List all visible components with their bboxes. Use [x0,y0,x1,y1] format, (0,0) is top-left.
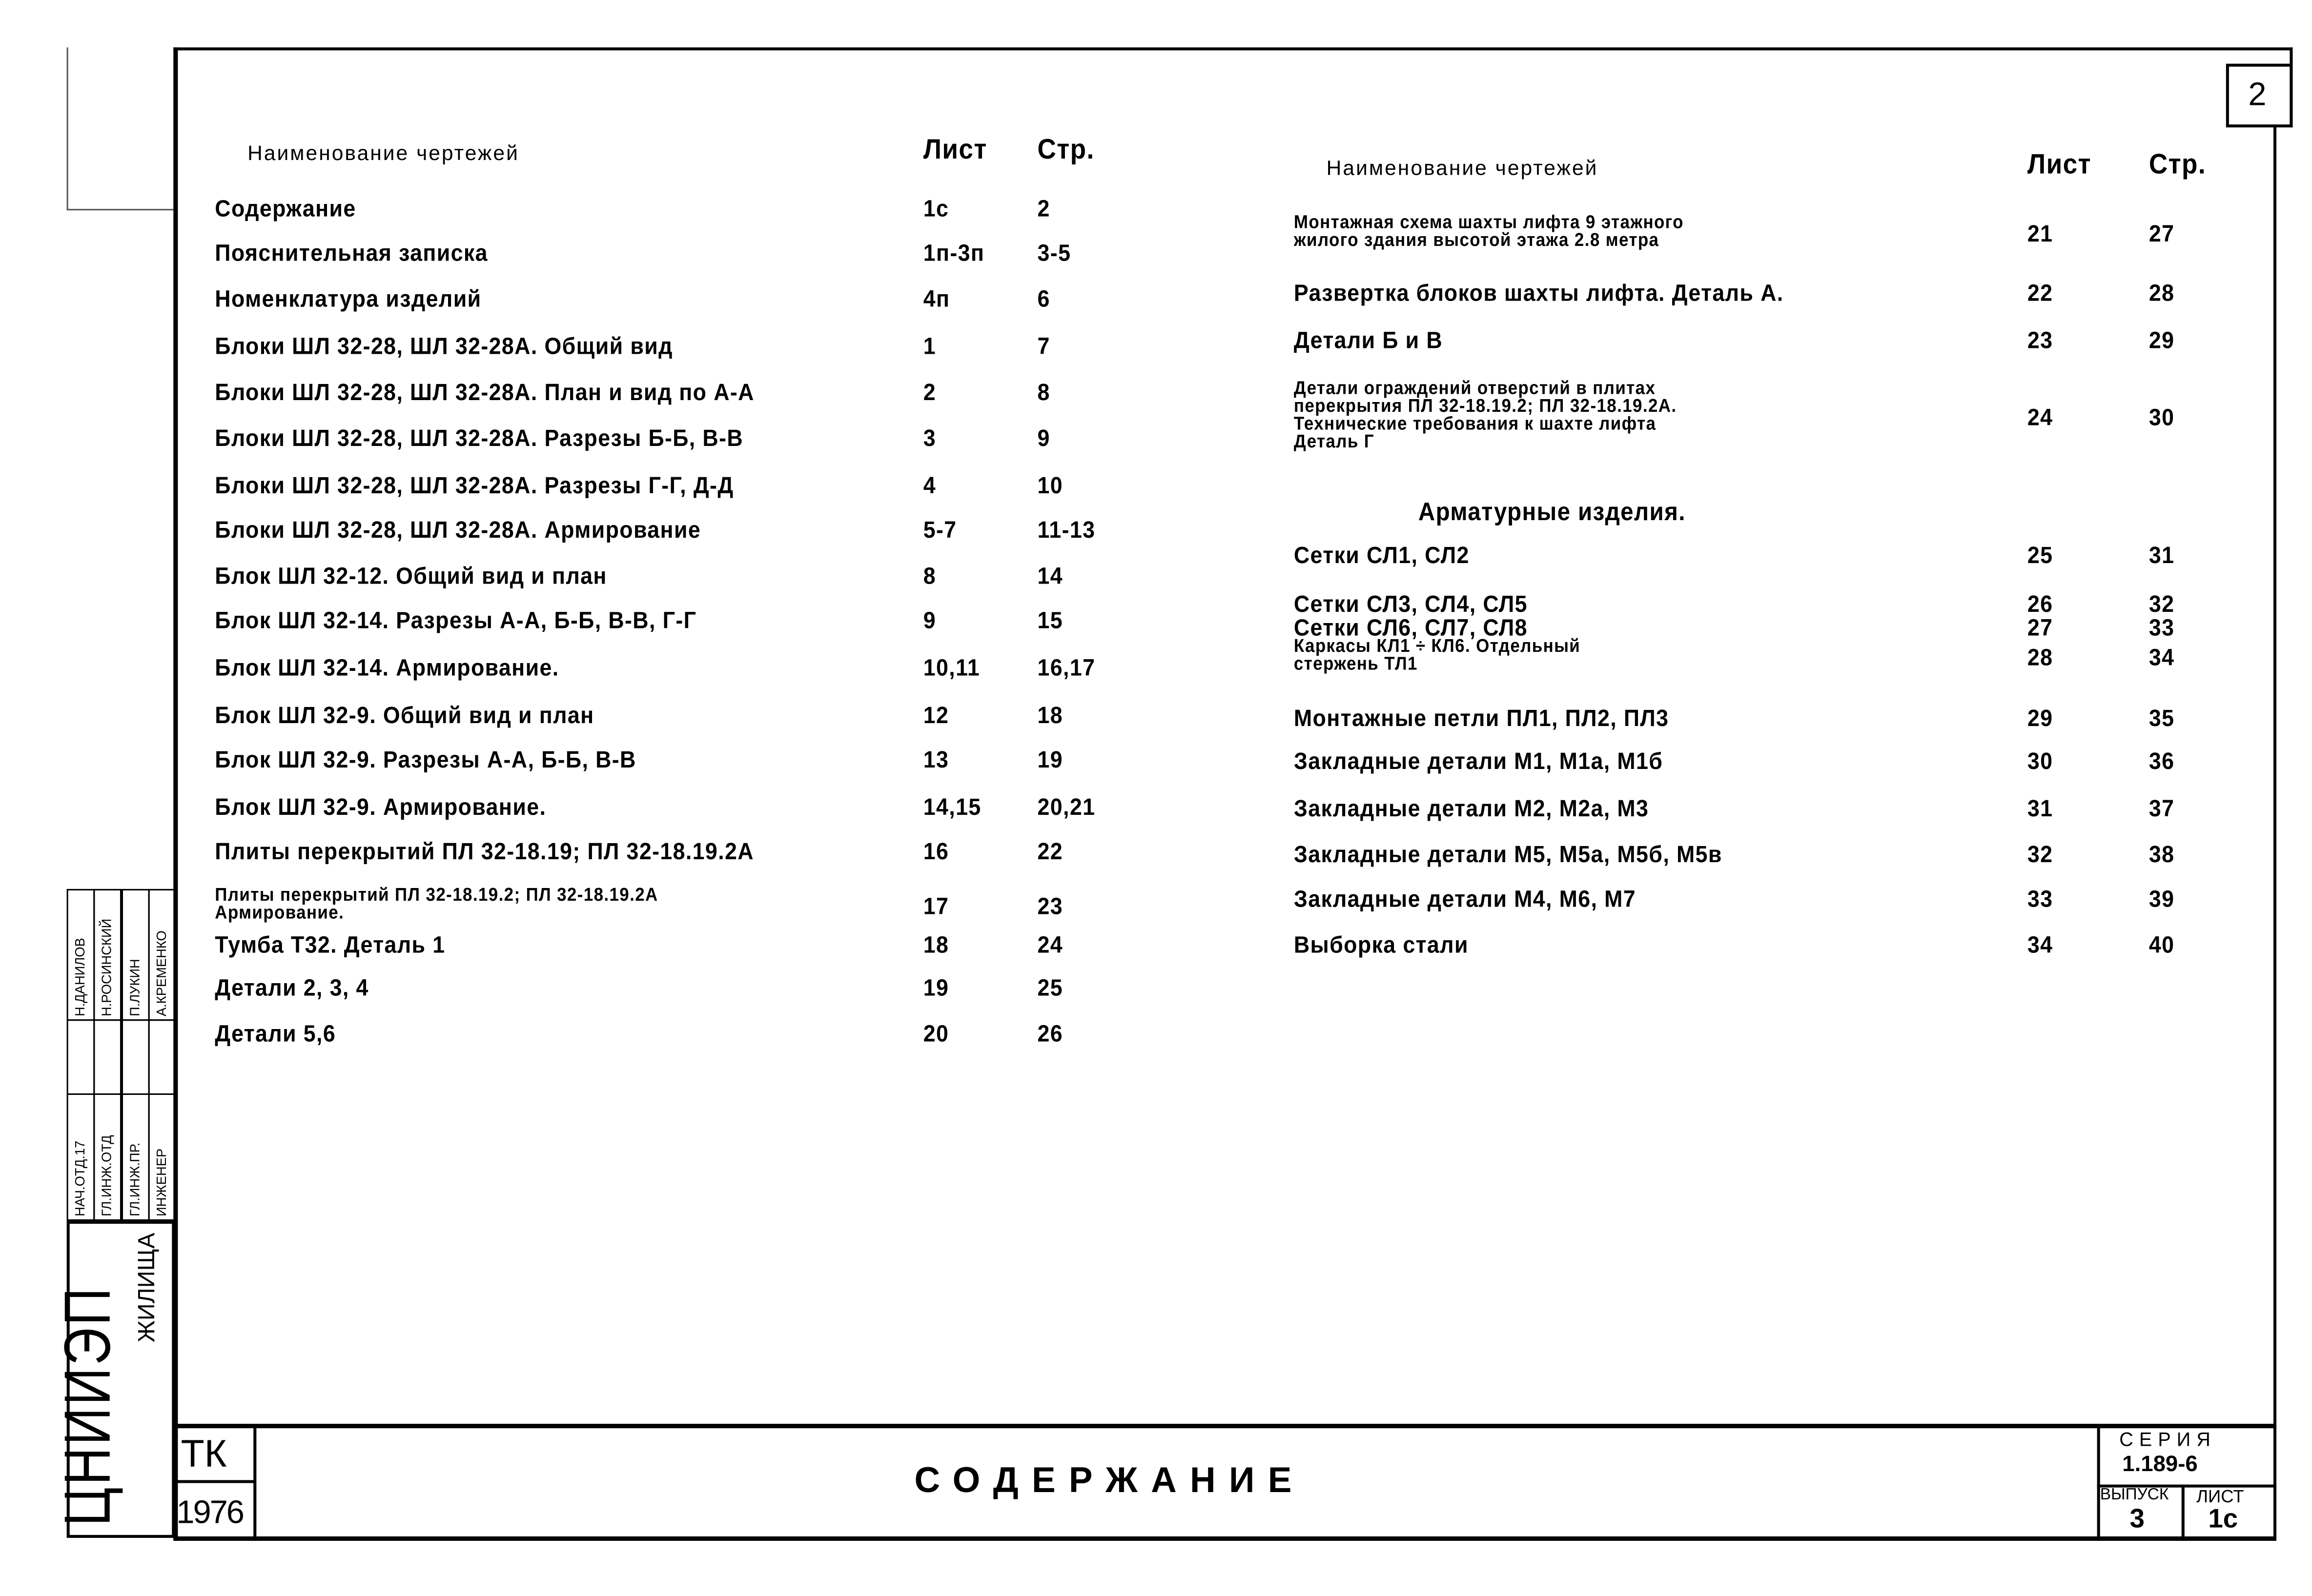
row-name-line: Детали ограждений отверстий в плитах [1293,378,1656,399]
row-sheet: 9 [923,609,937,634]
header-name: Наименование чертежей [247,141,519,165]
row-sheet: 26 [2027,592,2053,618]
row-name-line: Блоки ШЛ 32-28, ШЛ 32-28А. Разрезы Б-Б, В-В [215,426,744,452]
header-page: Стр. [2148,149,2207,181]
row-name-line: Блок ШЛ 32-9. Разрезы А-А, Б-Б, В-В [215,748,636,774]
row-name-line: Номенклатура изделий [215,287,482,313]
row-sheet: 2 [923,381,937,406]
row-sheet: 31 [2027,797,2053,823]
title-block-top [173,1424,2276,1428]
row-name-line: Закладные детали М1, М1а, М1б [1293,749,1663,775]
row-name-line: Сетки СЛ1, СЛ2 [1293,544,1470,569]
row-page: 23 [1037,895,1064,920]
row-name-line: Тумба Т32. Деталь 1 [215,933,446,959]
row-name-line: Сетки СЛ3, СЛ4, СЛ5 [1293,592,1528,618]
row-sheet: 12 [923,704,949,729]
stamp-role-title: ИНЖЕНЕР [148,1093,176,1221]
row-name-line: жилого здания высотой этажа 2.8 метра [1293,229,1659,251]
row-page: 27 [2148,222,2175,248]
sheet-code: 1с [2208,1504,2238,1534]
header-name: Наименование чертежей [1326,155,1598,180]
frame-right-border [2273,126,2276,1539]
row-sheet: 3 [923,426,937,452]
row-name-line: Детали Б и В [1293,329,1443,354]
row-page: 32 [2148,592,2175,618]
row-page: 28 [2148,281,2175,307]
row-sheet: 4 [923,474,937,500]
row-name-line: Монтажные петли ПЛ1, ПЛ2, ПЛ3 [1293,707,1669,732]
row-sheet: 23 [2027,329,2053,354]
row-name-line: Блоки ШЛ 32-28, ШЛ 32-28А. Армирование [215,518,701,544]
row-sheet: 30 [2027,749,2053,775]
row-page: 34 [2148,646,2175,671]
row-name-line: Деталь Г [1293,431,1374,452]
row-page: 14 [1037,564,1064,590]
row-sheet: 8 [923,564,937,590]
row-page: 7 [1037,335,1050,360]
header-sheet: Лист [2027,149,2091,181]
row-page: 40 [2148,933,2175,959]
row-page: 37 [2148,797,2175,823]
title-block-divider [2182,1485,2185,1538]
row-name-line: Армирование. [215,902,345,923]
row-page: 11-13 [1037,518,1096,544]
row-name-line: Технические требования к шахте лифта [1293,413,1657,434]
row-page: 20,21 [1037,795,1096,821]
row-name-line: Закладные детали М4, М6, М7 [1293,887,1637,913]
series-label: СЕРИЯ [2119,1428,2216,1451]
row-sheet: 4п [923,287,950,313]
row-sheet: 1п-3п [923,241,985,267]
org-logo-box [52,1221,175,1538]
top-stamp-border [67,47,68,210]
top-stamp-border [67,209,174,210]
stamp-role-title: НАЧ.ОТД.17 [67,1093,95,1221]
row-sheet: 17 [923,895,949,920]
row-sheet: 1с [923,197,949,222]
row-page: 22 [1037,840,1064,866]
row-sheet: 28 [2027,646,2053,671]
stamp-role-name: А.КРЕМЕНКО [148,889,176,1021]
stamp-role-name: П.ЛУКИН [121,889,149,1021]
row-sheet: 19 [923,976,949,1002]
sheet-number: 2 [2248,75,2267,113]
row-name-line: Блок ШЛ 32-12. Общий вид и план [215,564,607,590]
row-name-line: перекрытия ПЛ 32-18.19.2; ПЛ 32-18.19.2А. [1293,395,1677,417]
row-name-line: Блок ШЛ 32-14. Армирование. [215,656,559,682]
row-sheet: 27 [2027,616,2053,642]
stamp-signature [94,1019,122,1095]
row-sheet: 32 [2027,843,2053,869]
title-block-divider [2097,1425,2100,1538]
sheet-label: ЛИСТ [2196,1486,2244,1507]
row-name-line: Блоки ШЛ 32-28, ШЛ 32-28А. Общий вид [215,335,673,360]
stamp-signature [148,1019,176,1095]
row-page: 9 [1037,426,1050,452]
row-page: 10 [1037,474,1064,500]
stamp-role-title: ГЛ.ИНЖ.ПР. [121,1093,149,1221]
row-name-line: Плиты перекрытий ПЛ 32-18.19.2; ПЛ 32-18.19.2А [215,884,658,906]
row-name-line: Плиты перекрытий ПЛ 32-18.19; ПЛ 32-18.19.2А [215,840,754,866]
row-sheet: 33 [2027,887,2053,913]
row-name-line: стержень ТЛ1 [1293,653,1418,674]
header-page: Стр. [1037,135,1095,166]
doc-year: 1976 [176,1493,243,1531]
stamp-signature [121,1019,149,1095]
row-sheet: 14,15 [923,795,982,821]
row-page: 2 [1037,197,1050,222]
row-name-line: Блок ШЛ 32-9. Общий вид и план [215,704,594,729]
row-page: 19 [1037,748,1064,774]
row-page: 35 [2148,707,2175,732]
row-name-line: Развертка блоков шахты лифта. Деталь А. [1293,281,1784,307]
row-name-line: Блок ШЛ 32-9. Армирование. [215,795,547,821]
row-page: 36 [2148,749,2175,775]
stamp-signature [67,1019,95,1095]
issue-label: ВЫПУСК [2100,1486,2169,1504]
issue-number: 3 [2129,1504,2145,1534]
row-page: 6 [1037,287,1050,313]
org-logo: ЦНИИЭП [52,1285,125,1526]
row-page: 38 [2148,843,2175,869]
row-sheet: 5-7 [923,518,957,544]
row-name-line: Каркасы КЛ1 ÷ КЛ6. Отдельный [1293,635,1581,657]
row-sheet: 20 [923,1022,949,1048]
row-sheet: 22 [2027,281,2053,307]
row-sheet: 29 [2027,707,2053,732]
section-title: Арматурные изделия. [1418,498,1686,526]
stamp-role-title: ГЛ.ИНЖ.ОТД [94,1093,122,1221]
row-page: 30 [2148,406,2175,431]
approval-stamp [52,889,175,1538]
row-name-line: Блоки ШЛ 32-28, ШЛ 32-28А. Разрезы Г-Г, Д-Д [215,474,734,500]
row-sheet: 21 [2027,222,2053,248]
row-page: 29 [2148,329,2175,354]
row-name-line: Блоки ШЛ 32-28, ШЛ 32-28А. План и вид по А-А [215,381,755,406]
doc-title: СОДЕРЖАНИЕ [914,1460,1305,1501]
header-sheet: Лист [923,135,987,166]
doc-code: ТК [181,1431,227,1476]
row-name-line: Содержание [215,197,356,222]
row-sheet: 18 [923,933,949,959]
row-page: 33 [2148,616,2175,642]
stamp-role-name: Н.ДАНИЛОВ [67,889,95,1021]
row-sheet: 13 [923,748,949,774]
row-page: 18 [1037,704,1064,729]
row-page: 16,17 [1037,656,1096,682]
row-page: 31 [2148,544,2175,569]
series-number: 1.189-6 [2122,1452,2198,1477]
title-block-bottom [173,1536,2276,1541]
row-page: 8 [1037,381,1050,406]
row-name-line: Закладные детали М2, М2а, М3 [1293,797,1649,823]
title-block-divider [173,1480,255,1483]
row-sheet: 34 [2027,933,2053,959]
row-name-line: Закладные детали М5, М5а, М5б, М5в [1293,843,1722,869]
row-sheet: 24 [2027,406,2053,431]
stamp-role-name: Н.РОСИНСКИЙ [94,889,122,1021]
row-page: 15 [1037,609,1064,634]
row-sheet: 16 [923,840,949,866]
row-sheet: 10,11 [923,656,981,682]
row-name-line: Сетки СЛ6, СЛ7, СЛ8 [1293,616,1528,642]
org-subtitle: ЖИЛИЩА [135,1232,160,1343]
frame-top-border [173,47,2292,50]
row-page: 3-5 [1037,241,1071,267]
row-page: 26 [1037,1022,1064,1048]
row-sheet: 25 [2027,544,2053,569]
row-name-line: Монтажная схема шахты лифта 9 этажного [1293,212,1684,233]
row-name-line: Выборка стали [1293,933,1469,959]
row-name-line: Детали 2, 3, 4 [215,976,369,1002]
row-name-line: Пояснительная записка [215,241,488,267]
row-page: 25 [1037,976,1064,1002]
row-page: 39 [2148,887,2175,913]
row-name-line: Детали 5,6 [215,1022,336,1048]
row-name-line: Блок ШЛ 32-14. Разрезы А-А, Б-Б, В-В, Г-Г [215,609,697,634]
row-sheet: 1 [923,335,937,360]
row-page: 24 [1037,933,1064,959]
sheet-number-box [2226,64,2293,128]
